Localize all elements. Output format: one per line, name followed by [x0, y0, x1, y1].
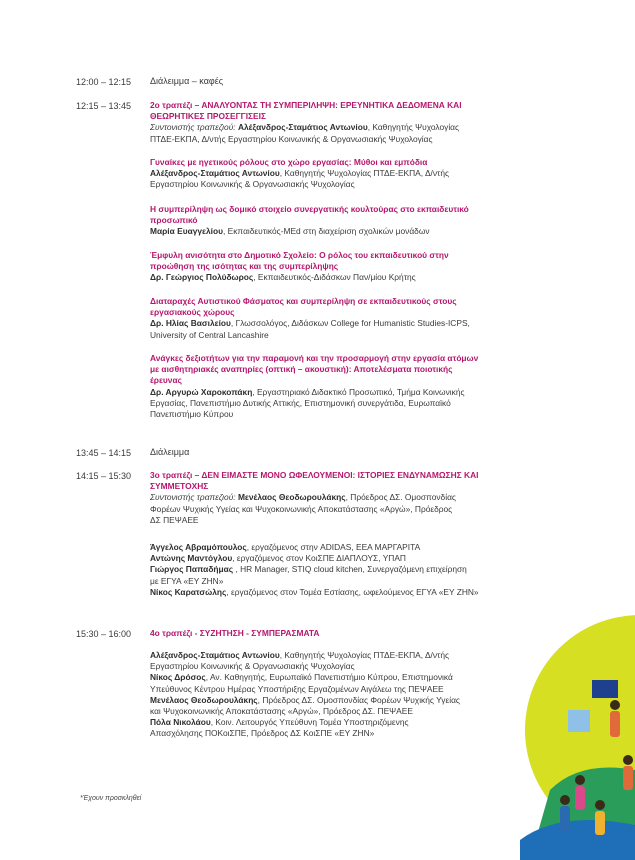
coordinator-label: Συντονιστής τραπεζιού: [150, 492, 236, 503]
person-head-shape [575, 775, 585, 785]
talk-item [150, 204, 545, 238]
talk-title-line2: προώθηση της ισότητας και της συμπερίληψης [150, 261, 339, 272]
participant-name: Άγγελος Αβραμόπουλος [150, 542, 247, 552]
table-title-line1: 2ο τραπέζι – ΑΝΑΛΥΟΝΤΑΣ ΤΗ ΣΥΜΠΕΡΙΛΗΨΗ: ΕΡΕΥΝΗΤΙΚΑ ΔΕΔΟΜΕΝΑ ΚΑΙ [150, 100, 462, 110]
participant-name: Αλέξανδρος-Σταμάτιος Αντωνίου [150, 650, 280, 660]
talk-title-line2: προσωπικό [150, 215, 198, 226]
participant-role: , εργαζόμενος στον Τομέα Εστίασης, ωφελούμενος ΕΓΥΑ «ΕΥ ΖΗΝ» [226, 586, 479, 597]
speaker-role-line2: Εργαστηρίου Κοινωνικής & Οργανωσιακής Ψυχολογίας [150, 179, 355, 190]
speaker-role: , Εργαστηριακό Διδακτικό Προσωπικό, Τμήμα Κοινωνικής [252, 386, 465, 397]
talk-title-line2: εργασιακούς χώρους [150, 307, 235, 318]
talk-title-line3: έρευνας [150, 375, 182, 386]
speaker-role: , Γλωσσολόγος, Διδάσκων College for Humanistic Studies-ICPS, [230, 318, 470, 329]
slot-label: Διάλειμμα – καφές [150, 76, 224, 86]
slot-label: Διάλειμμα [150, 447, 190, 457]
participant-role: , Κοιν. Λειτουργός Υπεύθυνη Τομέα Υποστηριζόμενης [210, 717, 409, 728]
participant-role-line2: και Ψυχοκοινωνικής Αποκατάστασης «Αργώ», Πρόεδρος ΔΣ. ΠΕΨΑΕΕ [150, 706, 413, 717]
talk-item [150, 250, 545, 284]
participant-name: Νίκος Καρατσώλης [150, 586, 227, 597]
participant-name: Πόλα Νικολάου [150, 717, 211, 728]
talk-title: Ανάγκες δεξιοτήτων για την παραμονή και την προσαρμογή στην εργασία ατόμων [150, 353, 479, 363]
participants-list [150, 542, 545, 598]
slot-time: 12:15 – 13:45 [76, 101, 132, 111]
speaker-role-line2: University of Central Lancashire [150, 329, 269, 340]
talk-title: Γυναίκες με ηγετικούς ρόλους στο χώρο εργασίας: Μύθοι και εμπόδια [150, 157, 428, 167]
participant-name: Γιώργος Παπαδήμας [150, 564, 234, 575]
participant-role: , εργαζόμενος στην ADIDAS, ΕΕΑ ΜΑΡΓΑΡΙΤΑ [246, 542, 421, 552]
footnote: *Έχουν προσκληθεί [80, 795, 142, 802]
speaker-role-line3: Πανεπιστήμιο Κύπρου [150, 409, 234, 420]
slot-time: 14:15 – 15:30 [76, 471, 132, 481]
coordinator-role: , Καθηγητής Ψυχολογίας [367, 122, 460, 133]
slot-time: 13:45 – 14:15 [76, 448, 132, 458]
participant-role: , εργαζόμενος στον ΚοιΣΠΕ ΔΙΑΠΛΟΥΣ, ΥΠΑΠ [232, 553, 406, 564]
talk-item [150, 296, 545, 341]
person-body-shape [623, 766, 633, 790]
coordinator-name: Αλέξανδρος-Σταμάτιος Αντωνίου [237, 122, 368, 133]
speaker-name: Μαρία Ευαγγελίου [150, 226, 223, 237]
table-title: 4ο τραπέζι - ΣΥΖΗΤΗΣΗ - ΣΥΜΠΕΡΑΣΜΑΤΑ [150, 628, 320, 638]
person-head-shape [623, 755, 633, 765]
talk-title: Έμφυλη ανισότητα στο Δημοτικό Σχολείο: Ο ρόλος του εκπαιδευτικού στην [150, 250, 449, 260]
participant-role: , HR Manager, STIQ cloud kitchen, Συνεργαζόμενη επιχείρηση [233, 564, 467, 575]
person-head-shape [595, 800, 605, 810]
coordinator-role: , Πρόεδρος ΔΣ. Ομοσπονδίας [345, 492, 456, 503]
person-head-shape [560, 795, 570, 805]
coordinator-role-line3: ΔΣ ΠΕΨΑΕΕ [150, 514, 199, 525]
puzzle-piece-shape [568, 710, 590, 732]
person-body-shape [575, 786, 585, 810]
participant-role-line2: Απασχόλησης ΠΟΚοιΣΠΕ, Πρόεδρος ΔΣ ΚοιΣΠΕ «ΕΥ ΖΗΝ» [150, 728, 375, 739]
speaker-role: , Εκπαιδευτικός-Διδάσκων Παν/μίου Κρήτης [253, 272, 416, 283]
participant-role-line2: Εργαστηρίου Κοινωνικής & Οργανωσιακής Ψυχολογίας [150, 661, 355, 672]
talk-item [150, 353, 545, 420]
decorative-illustration [520, 610, 635, 860]
table-title-line1: 3ο τραπέζι – ΔΕΝ ΕΙΜΑΣΤΕ ΜΟΝΟ ΩΦΕΛΟΥΜΕΝΟΙ: ΙΣΤΟΡΙΕΣ ΕΝΔΥΝΑΜΩΣΗΣ ΚΑΙ [150, 470, 479, 480]
speaker-name: Δρ. Αργυρώ Χαροκοπάκη [150, 386, 253, 397]
speaker-name: Δρ. Γεώργιος Πολύδωρος [150, 272, 254, 283]
talk-title: Η συμπερίληψη ως δομικό στοιχείο συνεργατικής κουλτούρας στο εκπαιδευτικό [150, 204, 469, 214]
participant-name: Αντώνης Μαντόγλου [150, 553, 233, 564]
coordinator-role-line2: ΠΤΔΕ-ΕΚΠΑ, Δ/ντής Εργαστηρίου Κοινωνικής & Οργανωσιακής Ψυχολογίας [150, 133, 433, 144]
speaker-role-line2: Εργασίας, Πανεπιστήμιο Δυτικής Αττικής, Επιστημονική συνεργάτιδα, Ευρωπαϊκό [150, 397, 451, 408]
person-head-shape [610, 700, 620, 710]
speaker-name: Δρ. Ηλίας Βασιλείου [150, 318, 231, 329]
table-title-line2: ΣΥΜΜΕΤΟΧΗΣ [150, 481, 209, 492]
coordinator-role-line2: Φορέων Ψυχικής Υγείας και Ψυχοκοινωνικής Αποκατάστασης «Αργώ», Πρόεδρος [150, 503, 453, 514]
coordinator-name: Μενέλαος Θεοδωρουλάκης [237, 492, 346, 503]
puzzle-piece-shape [592, 680, 618, 698]
blue-wave-shape [520, 820, 635, 860]
talk-title: Διαταραχές Αυτιστικού Φάσματος και συμπερίληψη σε εκπαιδευτικούς στους [150, 296, 457, 306]
talk-item [150, 157, 545, 191]
table-title-line2: ΘΕΩΡΗΤΙΚΕΣ ΠΡΟΣΕΓΓΙΣΕΙΣ [150, 111, 266, 122]
talk-title-line2: με αισθητηριακές αναπηρίες (οπτική – ακουστική): Αποτελέσματα ποιοτικής [150, 364, 453, 375]
slot-time: 15:30 – 16:00 [76, 629, 132, 639]
participants-list [150, 650, 545, 740]
participant-role-line2: Υπεύθυνος Κέντρου Ημέρας Υποστήριξης Εργαζομένων Αιγάλεω της ΠΕΨΑΕΕ [150, 683, 444, 694]
speaker-name: Αλέξανδρος-Σταμάτιος Αντωνίου [150, 168, 280, 179]
speaker-role: , Καθηγητής Ψυχολογίας ΠΤΔΕ-ΕΚΠΑ, Δ/ντής [279, 168, 450, 179]
participant-role: , Αν. Καθηγητής, Ευρωπαϊκό Πανεπιστήμιο Κύπρου, Επιστημονικά [205, 672, 453, 683]
person-body-shape [610, 711, 620, 737]
participant-name: Νίκος Δρόσος [150, 672, 206, 683]
participant-role: , Καθηγητής Ψυχολογίας ΠΤΔΕ-ΕΚΠΑ, Δ/ντής [279, 650, 450, 660]
participant-role: , Πρόεδρος ΔΣ. Ομοσπονδίας Φορέων Ψυχικής Υγείας [257, 694, 460, 705]
speaker-role: , Εκπαιδευτικός-MEd στη διαχείριση σχολικών μονάδων [222, 226, 430, 237]
person-body-shape [560, 806, 570, 832]
coordinator-label: Συντονιστής τραπεζιού: [150, 122, 236, 133]
slot-time: 12:00 – 12:15 [76, 77, 132, 87]
participant-role-line2: με ΕΓΥΑ «ΕΥ ΖΗΝ» [150, 575, 224, 586]
person-body-shape [595, 811, 605, 835]
participant-name: Μενέλαος Θεοδωρουλάκης [150, 694, 258, 705]
